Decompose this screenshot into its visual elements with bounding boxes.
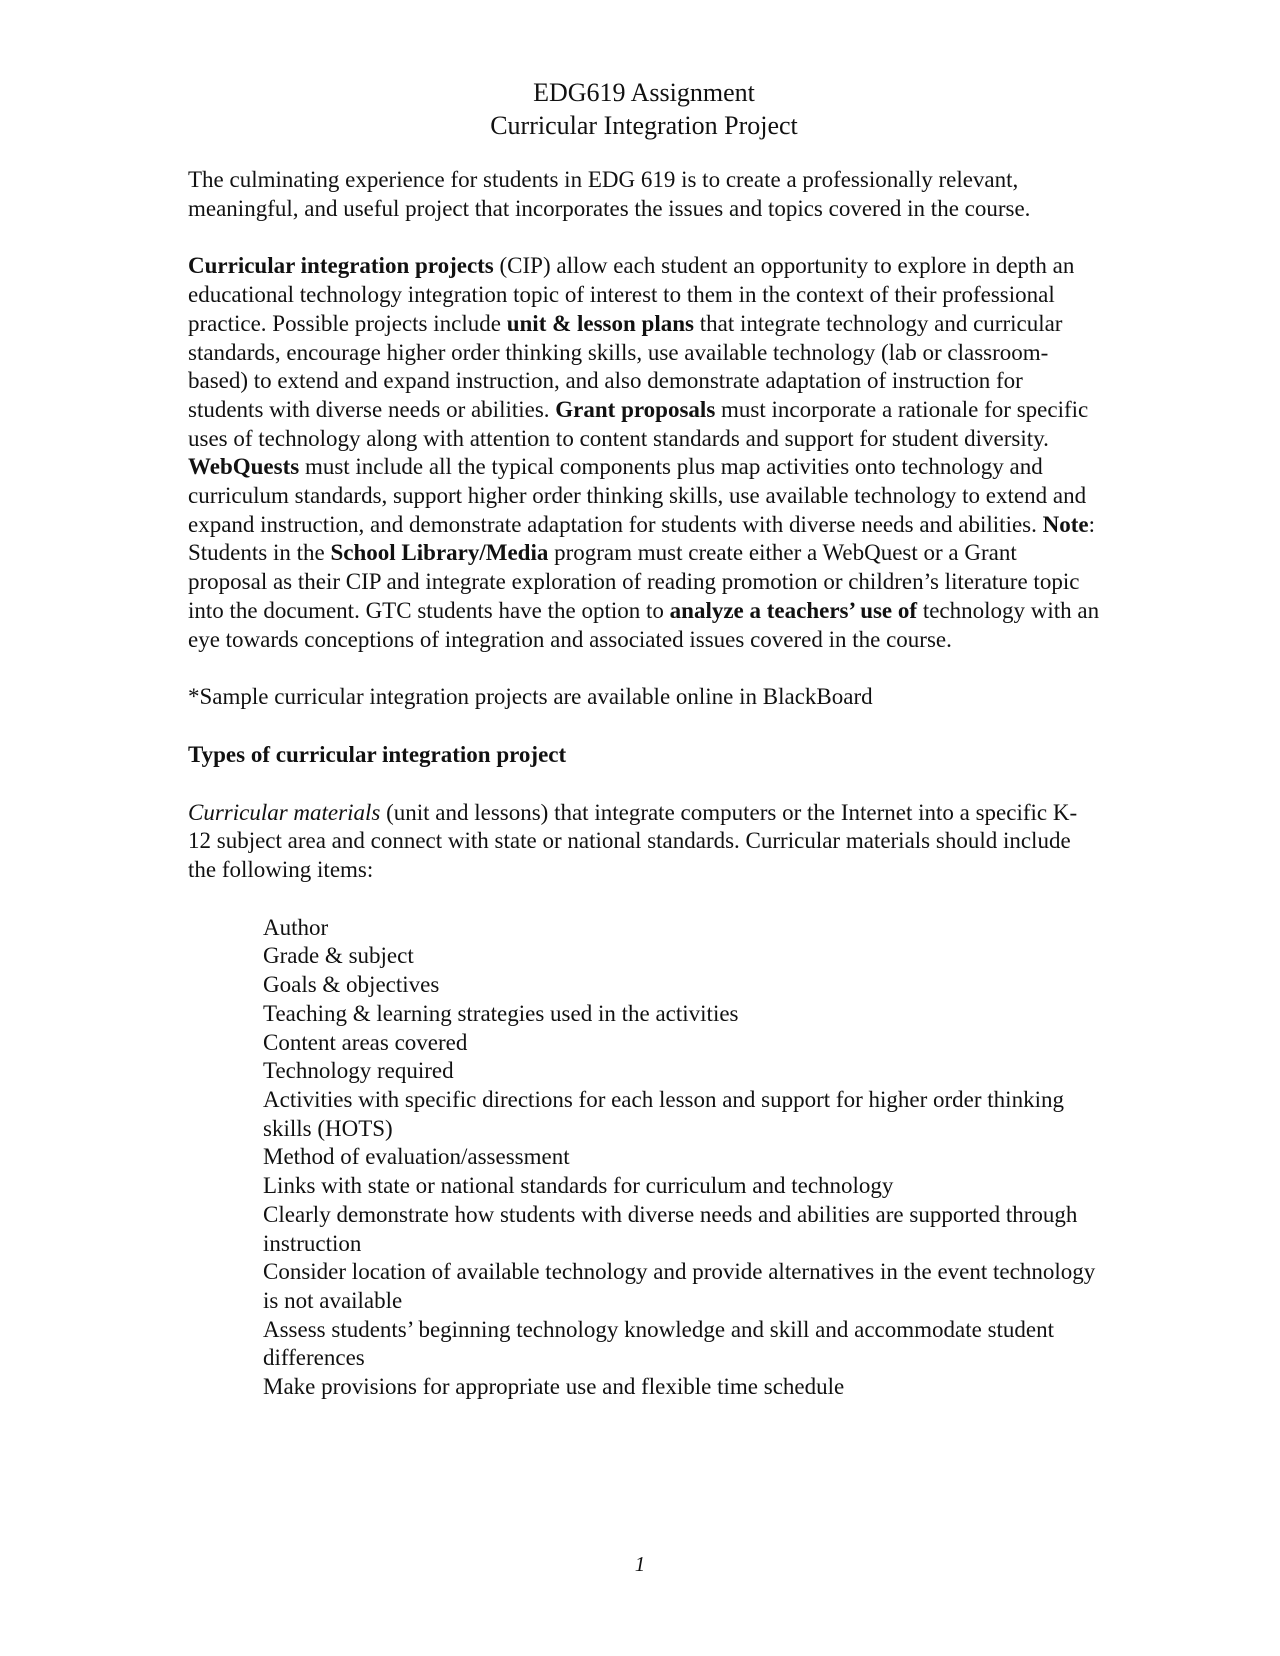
- list-item: Author: [263, 914, 329, 940]
- list-item: Method of evaluation/assessment: [263, 1144, 570, 1170]
- cip-text-3: must incorporate a rationale for specific uses of technology along with attention to content standards and support for student diversity.: [188, 396, 1089, 451]
- term-curricular-materials: Curricular materials: [188, 799, 381, 825]
- types-heading: Types of curricular integration project: [188, 741, 567, 767]
- cip-text-6: program must create either a WebQuest or a Grant proposal as their CIP and integrate exploration of reading promotion or children’s literature topic into the document. GTC students have the option to: [188, 540, 1080, 623]
- term-webquests: WebQuests: [188, 454, 300, 480]
- document-title: EDG619 Assignment: [533, 78, 755, 107]
- title-block: [188, 76, 1100, 142]
- document-body: [188, 76, 1100, 1402]
- list-item: Goals & objectives: [263, 972, 440, 998]
- list-item: Grade & subject: [263, 943, 414, 969]
- cip-text-1: (CIP) allow each student an opportunity to explore in depth an educational technology integration topic of interest to them in the context of their professional practice. Possible projects include: [188, 253, 1075, 336]
- term-grant-proposals: Grant proposals: [555, 396, 716, 422]
- list-item: Assess students’ beginning technology knowledge and skill and accommodate student differences: [263, 1316, 1055, 1371]
- intro-paragraph: The culminating experience for students in EDG 619 is to create a professionally relevant, meaningful, and useful project that incorporates the issues and topics covered in the course.: [188, 167, 1031, 221]
- cip-paragraph: [188, 252, 1100, 654]
- cip-text-7: technology with an eye towards conceptions of integration and associated issues covered in the course.: [188, 597, 1100, 652]
- cip-text-4: must include all the typical components plus map activities onto technology and curriculum standards, support higher order thinking skills, use available technology to extend and expand instruction, and demonstrate adaptation for students with diverse needs and abilities.: [188, 454, 1087, 537]
- list-item: Teaching & learning strategies used in the activities: [263, 1000, 739, 1026]
- list-item: Clearly demonstrate how students with diverse needs and abilities are supported through instruction: [263, 1201, 1078, 1256]
- list-item: Consider location of available technology and provide alternatives in the event technology is not available: [263, 1259, 1096, 1313]
- term-school-library-media: School Library/Media: [330, 540, 549, 566]
- term-unit-lesson-plans: unit & lesson plans: [506, 310, 694, 336]
- list-item: Technology required: [263, 1058, 454, 1084]
- document-subtitle: Curricular Integration Project: [490, 111, 798, 140]
- list-item: Activities with specific directions for each lesson and support for higher order thinking skills (HOTS): [263, 1086, 1064, 1141]
- list-item: Links with state or national standards for curriculum and technology: [263, 1173, 894, 1199]
- term-note: Note: [1042, 511, 1089, 537]
- materials-paragraph: [188, 799, 1100, 885]
- materials-items-list: [188, 914, 1100, 1402]
- term-analyze-teachers-use: analyze a teachers’ use of: [669, 597, 918, 623]
- list-item: Make provisions for appropriate use and flexible time schedule: [263, 1374, 845, 1400]
- cip-text-5: : Students in the: [188, 511, 1095, 566]
- term-cip: Curricular integration projects: [188, 253, 494, 279]
- materials-text: (unit and lessons) that integrate computers or the Internet into a specific K-12 subject area and connect with state or national standards. Curricular materials should include the following items:: [188, 799, 1078, 883]
- sample-note: *Sample curricular integration projects are available online in BlackBoard: [188, 684, 873, 710]
- cip-text-2: that integrate technology and curricular standards, encourage higher order thinking skills, use available technology (lab or classroom-based) to extend and expand instruction, and also demonstrate adaptation of instruction for students with diverse needs or abilities.: [188, 310, 1063, 422]
- list-item: Content areas covered: [263, 1029, 468, 1055]
- page-number: 1: [634, 1552, 646, 1576]
